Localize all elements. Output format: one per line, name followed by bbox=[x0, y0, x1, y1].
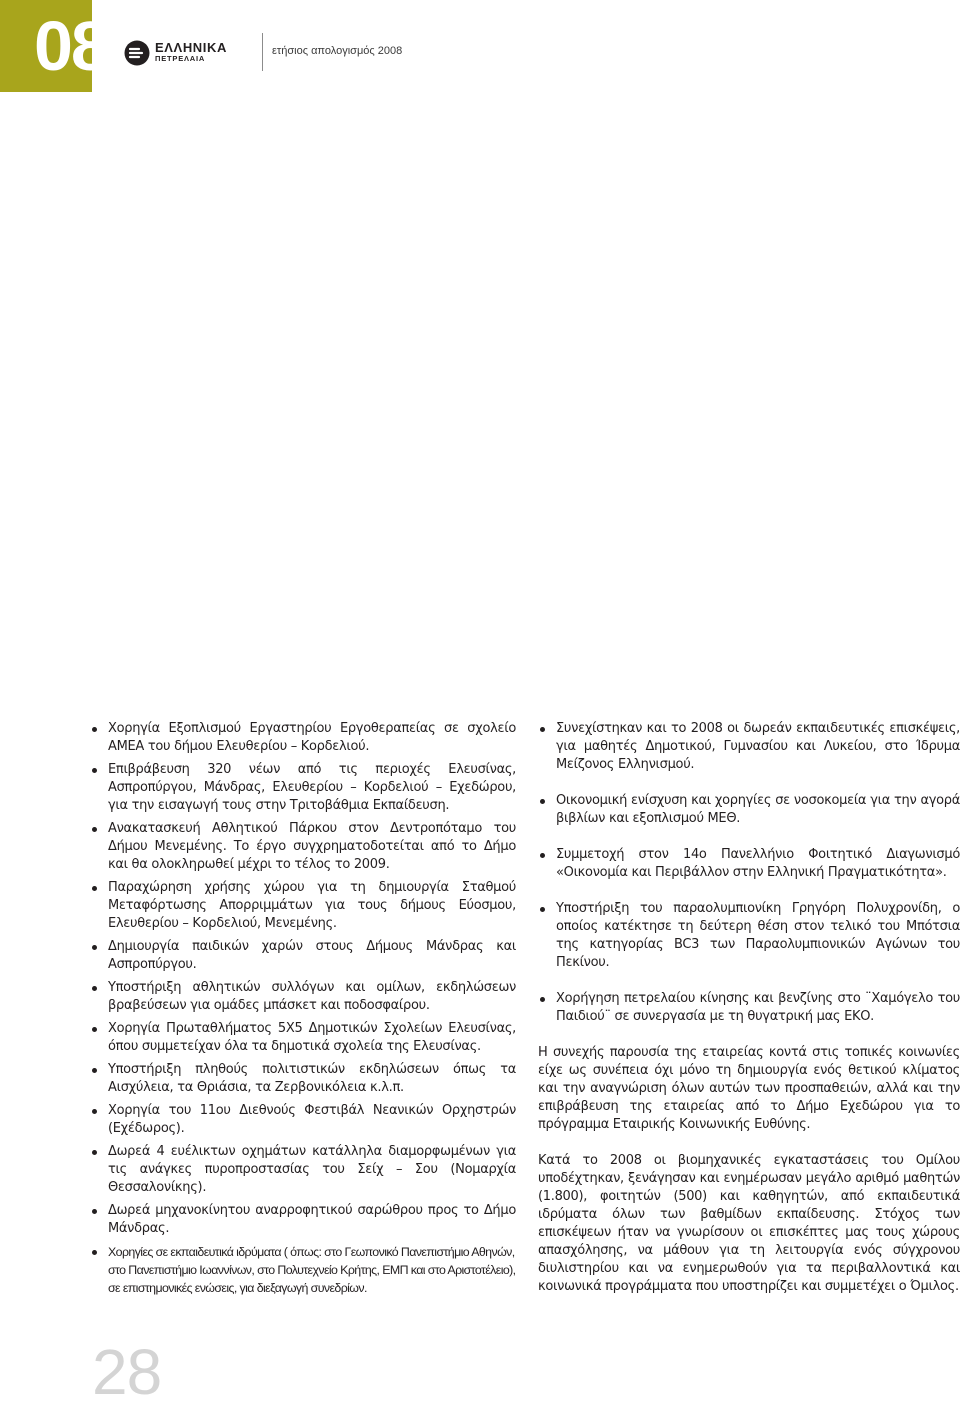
list-item: Χορηγία Εξοπλισμού Εργαστηρίου Εργοθεραπείας σε σχολείο ΑΜΕΑ του δήμου Ελευθερίου – Κορδελιού. bbox=[90, 720, 516, 756]
header-divider bbox=[262, 33, 263, 71]
left-bullet-list bbox=[90, 720, 516, 1297]
list-item: Παραχώρηση χρήσης χώρου για τη δημιουργία Σταθμού Μεταφόρτωσης Απορριμμάτων για τους δήμους Εύοσμου, Ελευθερίου – Κορδελιού, Μενεμένης. bbox=[90, 879, 516, 933]
list-item: Υποστήριξη του παραολυμπιονίκη Γρηγόρη Πολυχρονίδη, ο οποίος κατέκτησε τη δεύτερη θέση στον τελικό του Μπότσια της κατηγορίας BC3 των Παραολυμπιονικών Αγώνων του Πεκίνου. bbox=[538, 900, 960, 972]
right-column bbox=[538, 720, 960, 1314]
logo-text-line2: ΠΕΤΡΕΛΑΙΑ bbox=[155, 54, 206, 63]
logo-text-line1: ΕΛΛΗΝΙΚΑ bbox=[155, 40, 227, 55]
list-item: Δωρεά 4 ευέλικτων οχημάτων κατάλληλα διαμορφωμένων για τις ανάγκες πυροπροστασίας του Σείχ – Σου (Νομαρχία Θεσσαλονίκης). bbox=[90, 1143, 516, 1197]
list-item: Δημιουργία παιδικών χαρών στους Δήμους Μάνδρας και Ασπροπύργου. bbox=[90, 938, 516, 974]
list-item: Χορηγία του 11ου Διεθνούς Φεστιβάλ Νεανικών Ορχηστρών (Εχέδωρος). bbox=[90, 1102, 516, 1138]
list-item: Οικονομική ενίσχυση και χορηγίες σε νοσοκομεία για την αγορά βιβλίων και εξοπλισμού ΜΕΘ. bbox=[538, 792, 960, 828]
paragraph: Κατά το 2008 οι βιομηχανικές εγκαταστάσεις του Ομίλου υποδέχτηκαν, ξενάγησαν και ενημέρωσαν μεγάλο αριθμό μαθητών (1.800), φοιτητών (500) και καθηγητών, από εκπαιδευτικά ιδρύματα όλων των βαθμίδων εκπαίδευσης. Στόχος των επισκέψεων ήταν να γνωρίσουν οι επισκέπτες μας τους χώρους απασχόλησης, να μάθουν για τη λειτουργία ενός σύγχρονου διυλιστηρίου και να ενημερωθούν για τα περιβαλλοντικά και κοινωνικά προγράμματα που υποστηρίζει και συμμετέχει ο Όμιλος. bbox=[538, 1153, 960, 1294]
list-item: Χορηγίες σε εκπαιδευτικά ιδρύματα ( όπως: στο Γεωπονικό Πανεπιστήμιο Αθηνών, στο Πανεπιστήμιο Ιωαννίνων, στο Πολυτεχνείο Κρήτης, ΕΜΠ και στο Αριστοτέλειο), σε επιστημονικές ενώσεις, για διεξαγωγή συνεδρίων. bbox=[90, 1243, 516, 1297]
right-bullet-list bbox=[538, 720, 960, 1026]
report-title: ετήσιος απολογισμός 2008 bbox=[272, 45, 403, 57]
logo-mark-icon bbox=[124, 40, 150, 66]
list-item: Δωρεά μηχανοκίνητου αναρροφητικού σαρώθρου προς το Δήμο Μάνδρας. bbox=[90, 1202, 516, 1238]
list-item: Υποστήριξη αθλητικών συλλόγων και ομίλων, εκδηλώσεων βραβεύσεων για ομάδες μπάσκετ και ποδοσφαίρου. bbox=[90, 979, 516, 1015]
paragraph: Η συνεχής παρουσία της εταιρείας κοντά στις τοπικές κοινωνίες είχε ως συνέπεια όχι μόνο τη δημιουργία ενός θετικού κλίματος και την αναγνώριση όλων αυτών των προσπαθειών, αλλά και την επιβράβευση της εταιρείας από το Δήμο Εχεδώρου για το πρόγραμμα Εταιρικής Κοινωνικής Ευθύνης. bbox=[538, 1045, 960, 1132]
list-item: Συμμετοχή στον 14ο Πανελλήνιο Φοιτητικό Διαγωνισμό «Οικονομία και Περιβάλλον στην Ελληνική Πραγματικότητα». bbox=[538, 846, 960, 882]
list-item: Χορηγία Πρωταθλήματος 5Χ5 Δημοτικών Σχολείων Ελευσίνας, όπου συμμετείχαν όλα τα δημοτικά σχολεία της Ελευσίνας. bbox=[90, 1020, 516, 1056]
chapter-number-box bbox=[0, 0, 108, 92]
list-item: Υποστήριξη πληθούς πολιτιστικών εκδηλώσεων όπως τα Αισχύλεια, τα Θριάσια, τα Ζερβονικόλεια κ.λ.π. bbox=[90, 1061, 516, 1097]
list-item: Ανακατασκευή Αθλητικού Πάρκου στον Δεντροπόταμο του Δήμου Μενεμένης. Το έργο συγχρηματοδοτείται από το Δήμο και θα ολοκληρωθεί μέχρι το τέλος το 2009. bbox=[90, 820, 516, 874]
list-item: Συνεχίστηκαν και το 2008 οι δωρεάν εκπαιδευτικές επισκέψεις, για μαθητές Δημοτικού, Γυμνασίου και Λυκείου, στο Ίδρυμα Μείζονος Ελληνισμού. bbox=[538, 720, 960, 774]
page-number: 28 bbox=[92, 1336, 162, 1408]
list-item: Επιβράβευση 320 νέων από τις περιοχές Ελευσίνας, Ασπροπύργου, Μάνδρας, Ελευθερίου – Κορδελιού – Εχεδώρου, για την εισαγωγή τους στην Τριτοβάθμια Εκπαίδευση. bbox=[90, 761, 516, 815]
chapter-number: 08 bbox=[34, 7, 108, 85]
list-item: Χορήγηση πετρελαίου κίνησης και βενζίνης στο ¨Χαμόγελο του Παιδιού¨ σε συνεργασία με τη θυγατρική μας ΕΚΟ. bbox=[538, 990, 960, 1026]
left-column bbox=[90, 720, 516, 1302]
